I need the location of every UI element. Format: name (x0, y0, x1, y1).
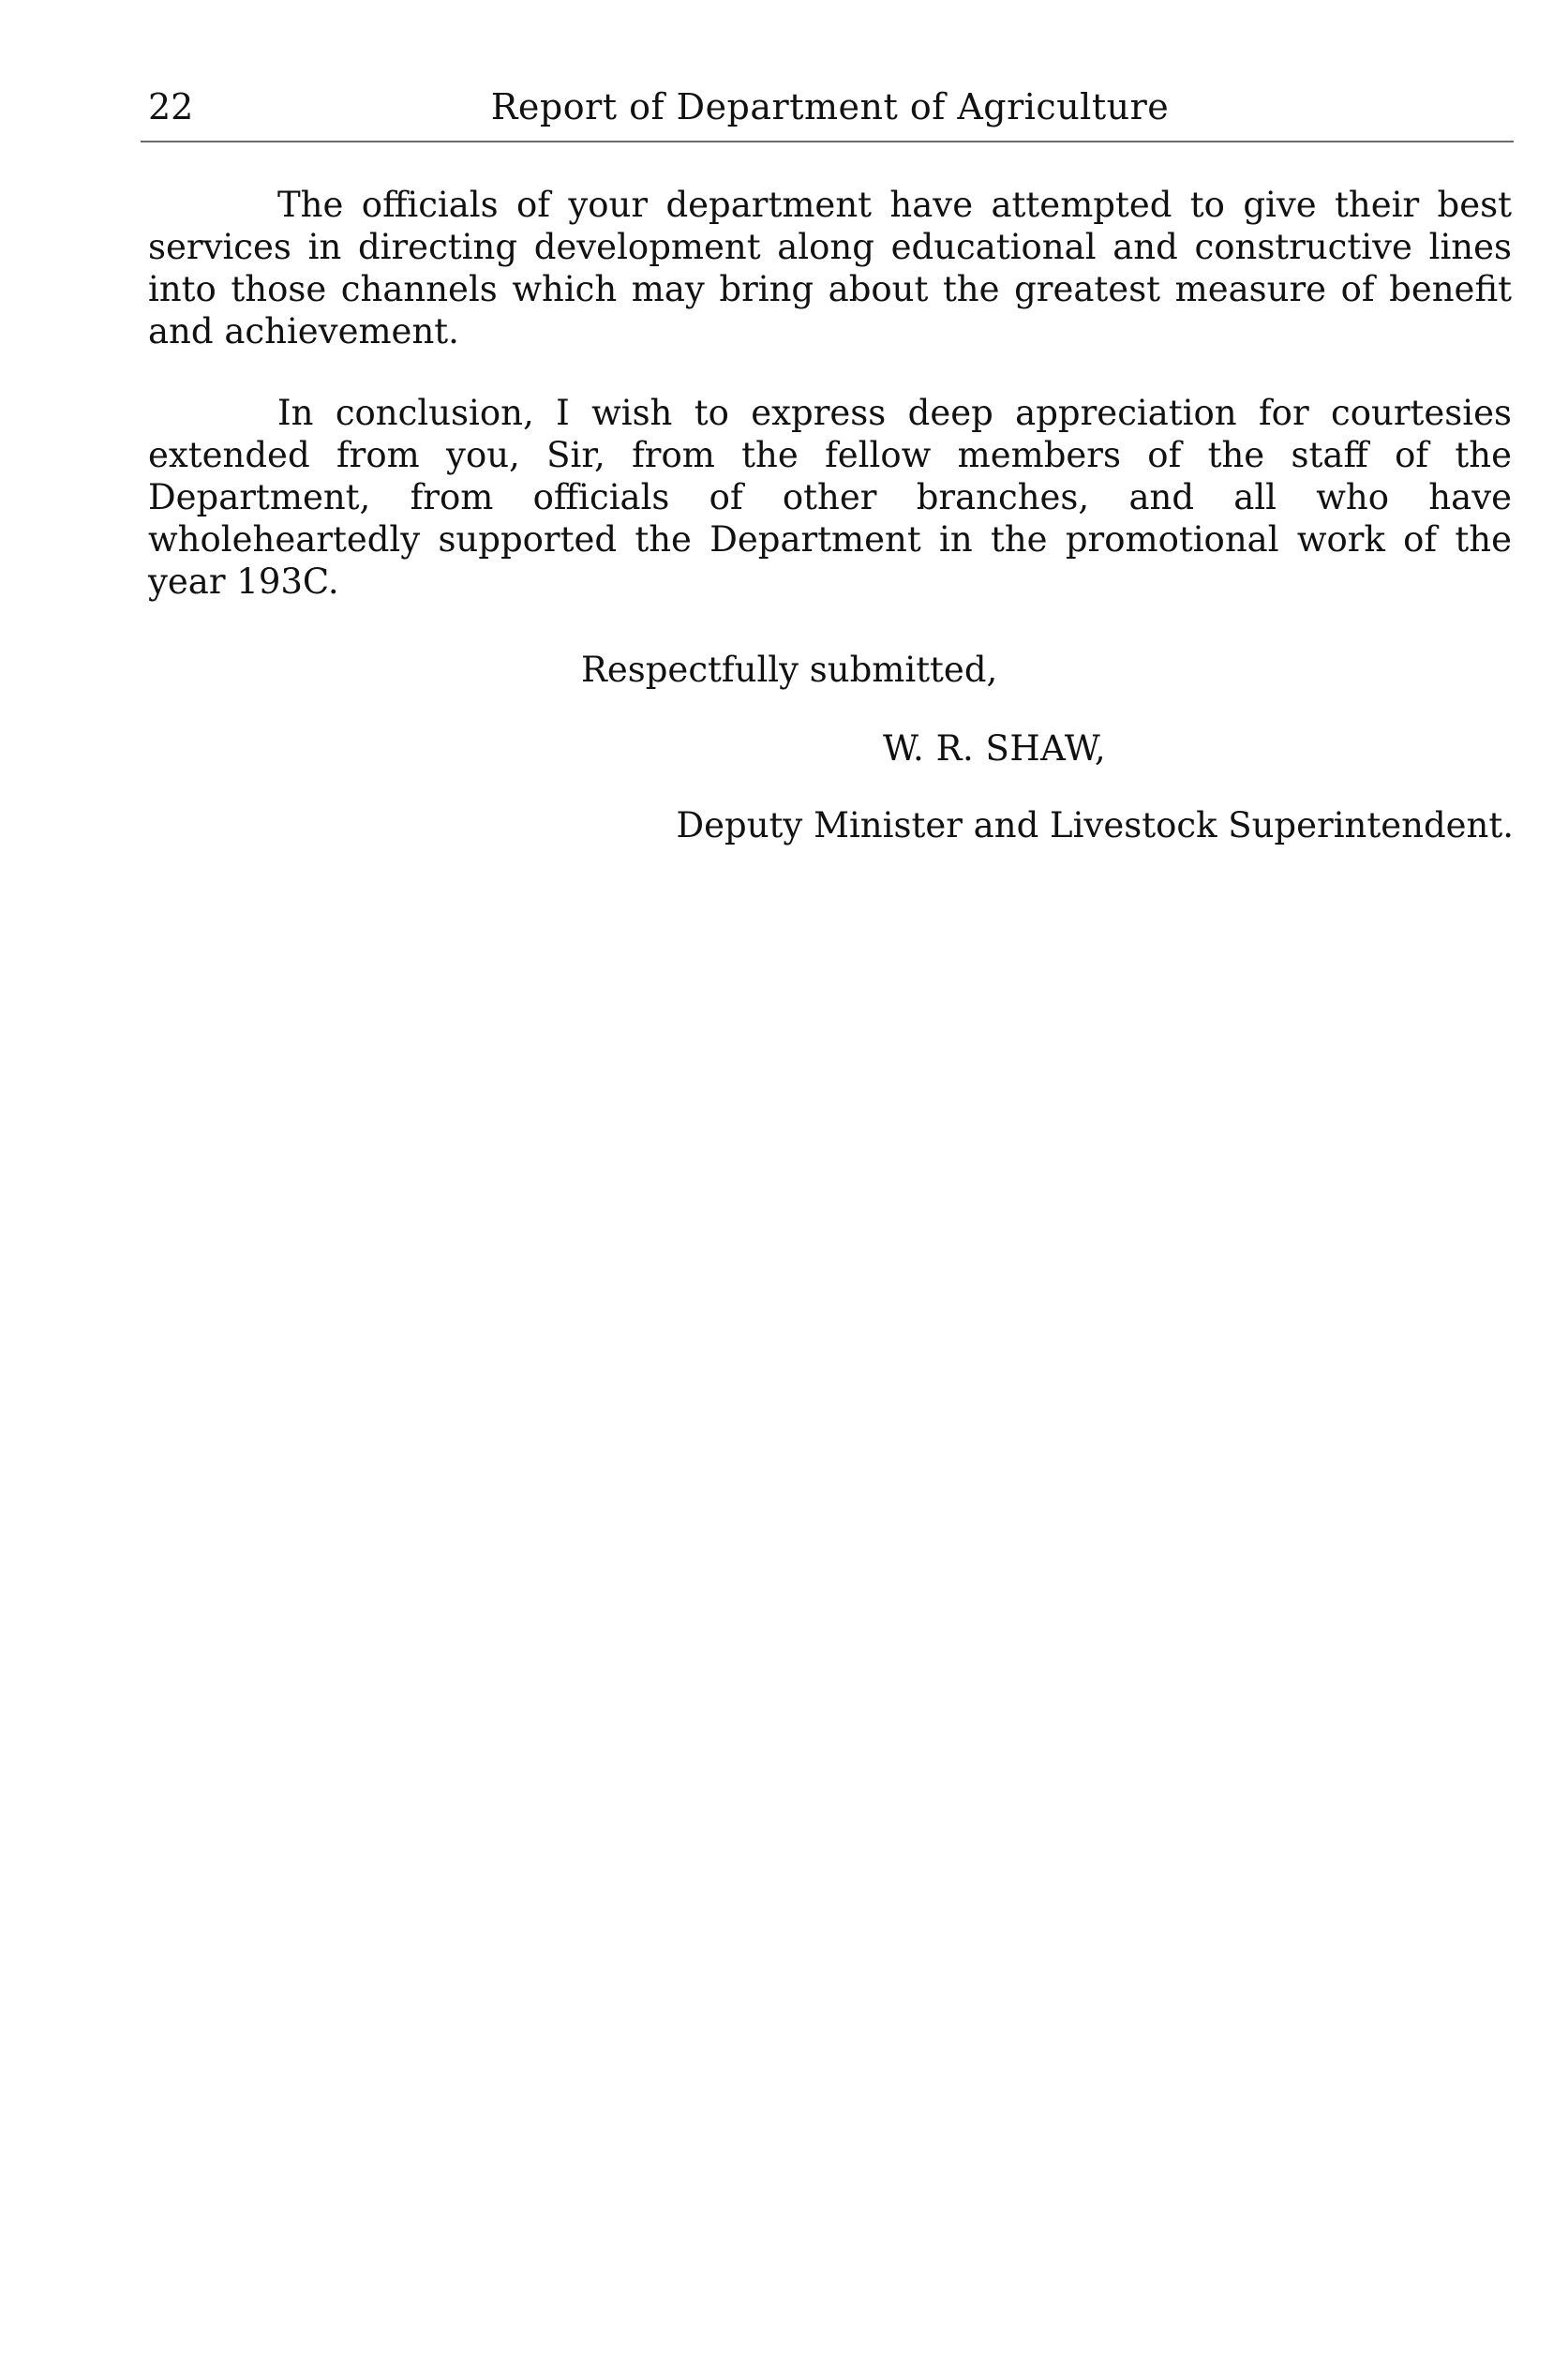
body-text (148, 184, 1512, 603)
signer-name: W. R. SHAW, (883, 728, 1107, 769)
closing-salutation: Respectfully submitted, (581, 650, 998, 690)
running-title: Report of Department of Agriculture (490, 86, 1170, 127)
paragraph-officials: The officials of your department have attempted to give their best services in directing development along educational and constructive lines into those channels which may bring about the greatest measure of benefit and achievement. (148, 185, 1512, 352)
header-rule (141, 141, 1514, 142)
signer-title: Deputy Minister and Livestock Superintendent. (676, 805, 1514, 845)
running-head (148, 79, 1512, 135)
paragraph-conclusion: In conclusion, I wish to express deep appreciation for courtesies extended from you, Sir, from the fellow members of the staff of the Department, from officials of other branches, and all who have wholeheartedly supported the Department in the promotional work of the year 193C. (148, 393, 1512, 602)
page-number: 22 (148, 86, 194, 127)
